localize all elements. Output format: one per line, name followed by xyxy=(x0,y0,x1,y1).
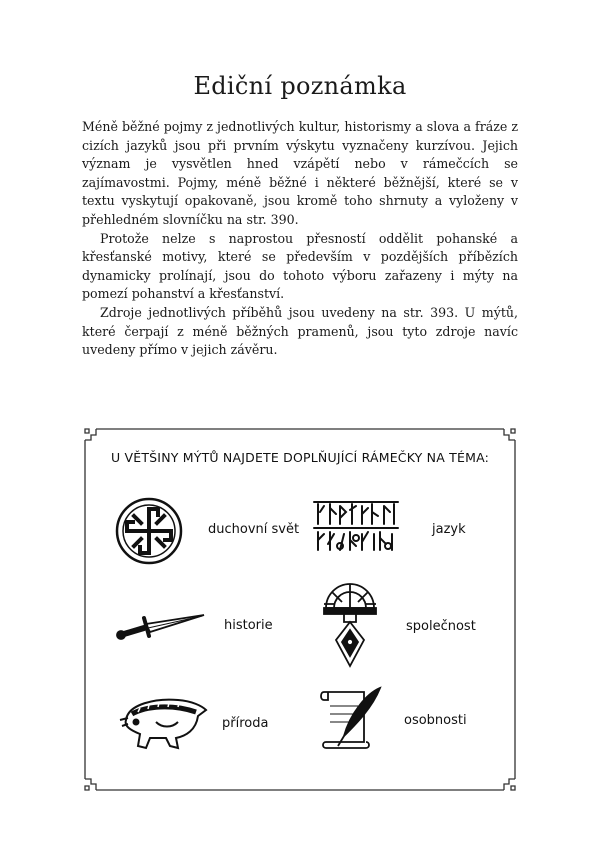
paragraph: Protože nelze s naprostou přesností oddělit pohanské a křesťanské motivy, které se především v pozdějších příbězích dynamicky prolínají, jsou do tohoto výboru zařazeny i mýty na pomezí pohanství a křesťanství. xyxy=(82,230,518,302)
item-label: příroda xyxy=(222,716,269,731)
edition-note-text xyxy=(82,118,518,360)
box-heading: U VĚTŠINY MÝTŮ NAJDETE DOPLŇUJÍCÍ RÁMEČKY NA TÉMA: xyxy=(110,450,490,465)
sun-wheel-icon xyxy=(114,496,184,566)
page-title: Ediční poznámka xyxy=(193,72,407,100)
quill-scroll-icon xyxy=(318,684,384,750)
rune-stone-icon xyxy=(310,494,402,556)
item-label: osobnosti xyxy=(404,713,467,728)
boar-icon xyxy=(116,694,208,752)
brooch-icon xyxy=(320,582,380,670)
sword-icon xyxy=(116,612,208,642)
item-label: společnost xyxy=(406,619,476,634)
item-label: jazyk xyxy=(432,522,466,537)
paragraph: Zdroje jednotlivých příběhů jsou uvedeny na str. 393. U mýtů, které čerpají z méně běžných pramenů, jsou tyto zdroje navíc uvedeny přímo v jejich závěru. xyxy=(82,304,518,358)
paragraph: Méně běžné pojmy z jednotlivých kultur, historismy a slova a fráze z cizích jazyků jsou při prvním výskytu vyznačeny kurzívou. Jejich význam je vysvětlen hned vzápětí nebo v rámečcích se zajímavostmi. Pojmy, méně běžné i některé běžnější, které se v textu vyskytují opakovaně, jsou kromě toho shrnuty a vyloženy v přehledném slovníčku na str. 390. xyxy=(82,119,518,227)
info-box xyxy=(82,426,518,793)
item-label: duchovní svět xyxy=(208,522,300,537)
item-label: historie xyxy=(224,618,273,633)
